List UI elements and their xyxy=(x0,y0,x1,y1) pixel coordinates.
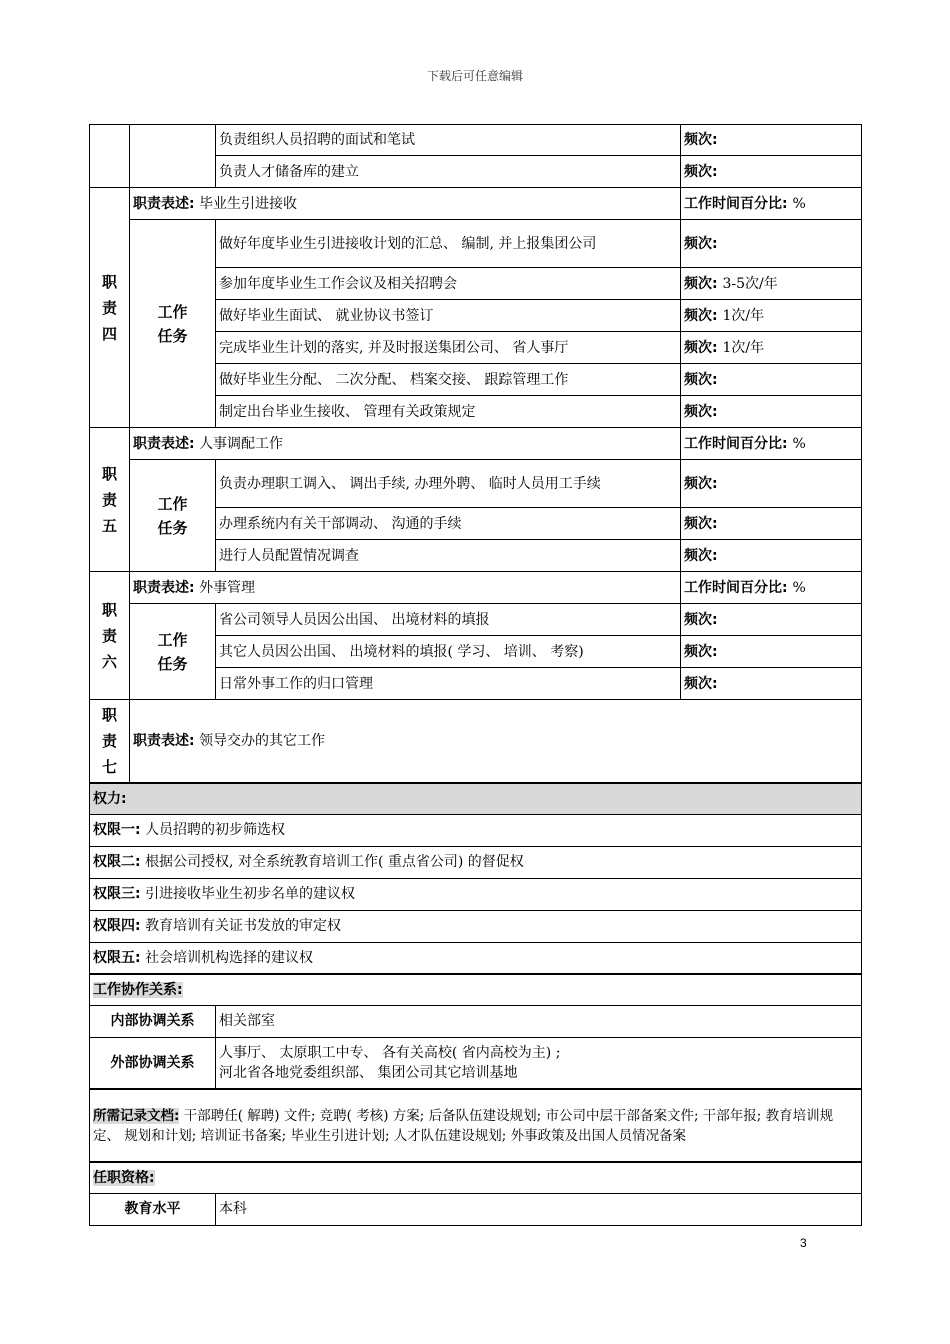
frequency-cell: 频次: xyxy=(681,125,862,156)
internal-label: 内部协调关系 xyxy=(90,1005,216,1037)
internal-value: 相关部室 xyxy=(216,1005,862,1037)
frequency-cell: 频次: xyxy=(681,396,862,428)
duty7-label: 职 责 七 xyxy=(90,700,130,784)
duty6-desc-row xyxy=(90,572,862,604)
duty5-time-percent: 工作时间百分比: % xyxy=(681,428,862,460)
table-row xyxy=(90,910,862,942)
cooperation-header-row xyxy=(90,974,862,1005)
duty4-label: 职 责 四 xyxy=(90,188,130,428)
power-item: 权限五: 社会培训机构选择的建议权 xyxy=(90,942,862,974)
power-header-row xyxy=(90,783,862,814)
task-text: 省公司领导人员因公出国、 出境材料的填报 xyxy=(216,604,681,636)
page-number: 3 xyxy=(800,1236,807,1250)
table-row xyxy=(90,942,862,974)
duty5-desc: 职责表述: 人事调配工作 xyxy=(130,428,681,460)
duty6-label: 职 责 六 xyxy=(90,572,130,700)
table-row xyxy=(90,814,862,846)
task-text: 日常外事工作的归口管理 xyxy=(216,668,681,700)
power-item: 权限二: 根据公司授权, 对全系统教育培训工作( 重点省公司) 的督促权 xyxy=(90,846,862,878)
duty7-desc: 职责表述: 领导交办的其它工作 xyxy=(130,700,862,784)
records-row xyxy=(90,1089,862,1162)
qualification-title: 任职资格: xyxy=(90,1162,862,1193)
qualification-header-row xyxy=(90,1162,862,1193)
table-row xyxy=(90,846,862,878)
frequency-cell: 频次: xyxy=(681,220,862,268)
records-cell: 所需记录文档: 干部聘任( 解聘) 文件; 竞聘( 考核) 方案; 后备队伍建设规划; 市公司中层干部备案文件; 干部年报; 教育培训规定、 规划和计划; 培训证书备案; 毕业生引进计划; 人才队伍建设规划; 外事政策及出国人员情况备案 xyxy=(90,1089,862,1162)
frequency-cell: 频次: 1次/年 xyxy=(681,300,862,332)
frequency-cell: 频次: 1次/年 xyxy=(681,332,862,364)
power-item: 权限三: 引进接收毕业生初步名单的建议权 xyxy=(90,878,862,910)
table-row xyxy=(90,1005,862,1037)
duty4-desc-row xyxy=(90,188,862,220)
frequency-cell: 频次: xyxy=(681,668,862,700)
task-label-cell xyxy=(130,125,216,188)
task-text: 其它人员因公出国、 出境材料的填报( 学习、 培训、 考察) xyxy=(216,636,681,668)
frequency-cell: 频次: xyxy=(681,508,862,540)
power-item: 权限四: 教育培训有关证书发放的审定权 xyxy=(90,910,862,942)
duty6-task-label: 工作 任务 xyxy=(130,604,216,700)
education-label: 教育水平 xyxy=(90,1193,216,1225)
cooperation-title: 工作协作关系: xyxy=(90,974,862,1005)
table-row xyxy=(90,878,862,910)
frequency-cell: 频次: xyxy=(681,636,862,668)
task-text: 办理系统内有关干部调动、 沟通的手续 xyxy=(216,508,681,540)
job-description-table xyxy=(89,124,862,1226)
task-text: 负责人才储备库的建立 xyxy=(216,156,681,188)
duty-label-cell xyxy=(90,125,130,188)
duty4-time-percent: 工作时间百分比: % xyxy=(681,188,862,220)
table-row xyxy=(90,125,862,156)
frequency-cell: 频次: xyxy=(681,460,862,508)
duty7-row xyxy=(90,700,862,784)
external-value: 人事厅、 太原职工中专、 各有关高校( 省内高校为主) ; 河北省各地党委组织部、 集团公司其它培训基地 xyxy=(216,1037,862,1089)
duty4-task-label: 工作 任务 xyxy=(130,220,216,428)
table-row xyxy=(90,1037,862,1089)
table-row xyxy=(90,604,862,636)
duty4-desc: 职责表述: 毕业生引进接收 xyxy=(130,188,681,220)
task-text: 做好毕业生分配、 二次分配、 档案交接、 跟踪管理工作 xyxy=(216,364,681,396)
duty6-time-percent: 工作时间百分比: % xyxy=(681,572,862,604)
power-title: 权力: xyxy=(90,783,862,814)
duty5-label: 职 责 五 xyxy=(90,428,130,572)
frequency-cell: 频次: 3-5次/年 xyxy=(681,268,862,300)
task-text: 进行人员配置情况调查 xyxy=(216,540,681,572)
page-header: 下载后可任意编辑 xyxy=(426,69,523,83)
frequency-cell: 频次: xyxy=(681,364,862,396)
external-label: 外部协调关系 xyxy=(90,1037,216,1089)
table-row xyxy=(90,220,862,268)
frequency-cell: 频次: xyxy=(681,156,862,188)
task-text: 制定出台毕业生接收、 管理有关政策规定 xyxy=(216,396,681,428)
task-text: 做好毕业生面试、 就业协议书签订 xyxy=(216,300,681,332)
frequency-cell: 频次: xyxy=(681,604,862,636)
duty6-desc: 职责表述: 外事管理 xyxy=(130,572,681,604)
education-value: 本科 xyxy=(216,1193,862,1225)
power-item: 权限一: 人员招聘的初步筛选权 xyxy=(90,814,862,846)
task-text: 参加年度毕业生工作会议及相关招聘会 xyxy=(216,268,681,300)
duty5-desc-row xyxy=(90,428,862,460)
frequency-cell: 频次: xyxy=(681,540,862,572)
task-text: 负责组织人员招聘的面试和笔试 xyxy=(216,125,681,156)
task-text: 完成毕业生计划的落实, 并及时报送集团公司、 省人事厅 xyxy=(216,332,681,364)
duty5-task-label: 工作 任务 xyxy=(130,460,216,572)
table-row xyxy=(90,460,862,508)
task-text: 做好年度毕业生引进接收计划的汇总、 编制, 并上报集团公司 xyxy=(216,220,681,268)
table-row xyxy=(90,1193,862,1225)
task-text: 负责办理职工调入、 调出手续, 办理外聘、 临时人员用工手续 xyxy=(216,460,681,508)
